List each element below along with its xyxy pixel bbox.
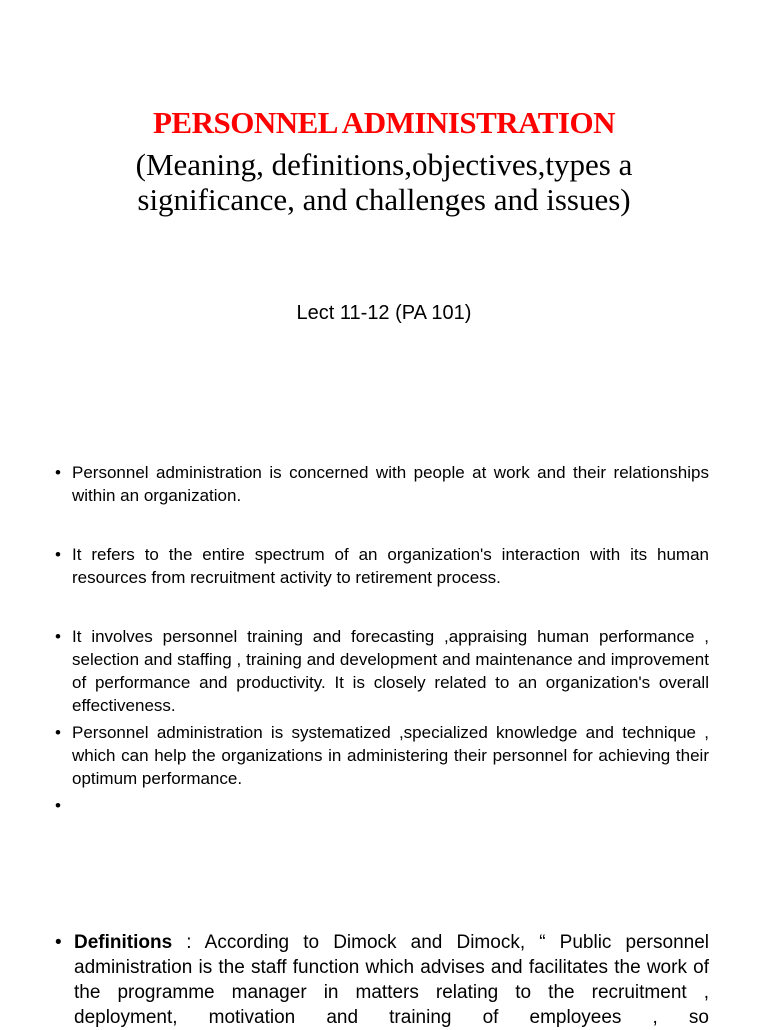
- bullet-icon: •: [55, 932, 62, 953]
- bullet-icon: •: [55, 627, 61, 646]
- subtitle-line-2: significance, and challenges and issues): [137, 182, 631, 217]
- definitions-body: : According to Dimock and Dimock, “ Public personnel administration is the staff function which advises and facilitates the work of the programme manager in matters relating to the recruitment , deployment, motivation and training of employees , so: [74, 932, 709, 1028]
- bullet-text: It involves personnel training and forecasting ,appraising human performance , selection and staffing , training and development and maintenance and improvement of performance and productivity. It is closely related to an organization's overall effectiveness.: [72, 627, 709, 715]
- bullet-text: It refers to the entire spectrum of an organization's interaction with its human resources from recruitment activity to retirement process.: [72, 545, 709, 587]
- bullet-text: Personnel administration is systematized ,specialized knowledge and technique , which can help the organizations in administering their personnel for achieving their optimum performance.: [72, 723, 709, 788]
- bullet-icon: •: [55, 723, 61, 742]
- slide-title: PERSONNEL ADMINISTRATION: [153, 105, 615, 140]
- slide-subtitle: [0, 147, 768, 217]
- bullet-item: [55, 461, 709, 507]
- bullet-icon: •: [55, 796, 61, 815]
- bullet-icon: •: [55, 463, 61, 482]
- definitions-label: Definitions: [74, 932, 173, 953]
- definitions-text: [74, 930, 709, 1030]
- definitions-item: [55, 930, 709, 1030]
- bullet-item: [55, 543, 709, 589]
- bullet-item: [55, 721, 709, 790]
- bullet-text: Personnel administration is concerned with people at work and their relationships within an organization.: [72, 463, 709, 505]
- lecture-label: Lect 11-12 (PA 101): [296, 302, 472, 324]
- subtitle-line-1: (Meaning, definitions,objectives,types a: [135, 147, 633, 182]
- bullet-icon: •: [55, 545, 61, 564]
- bullet-item: [55, 625, 709, 717]
